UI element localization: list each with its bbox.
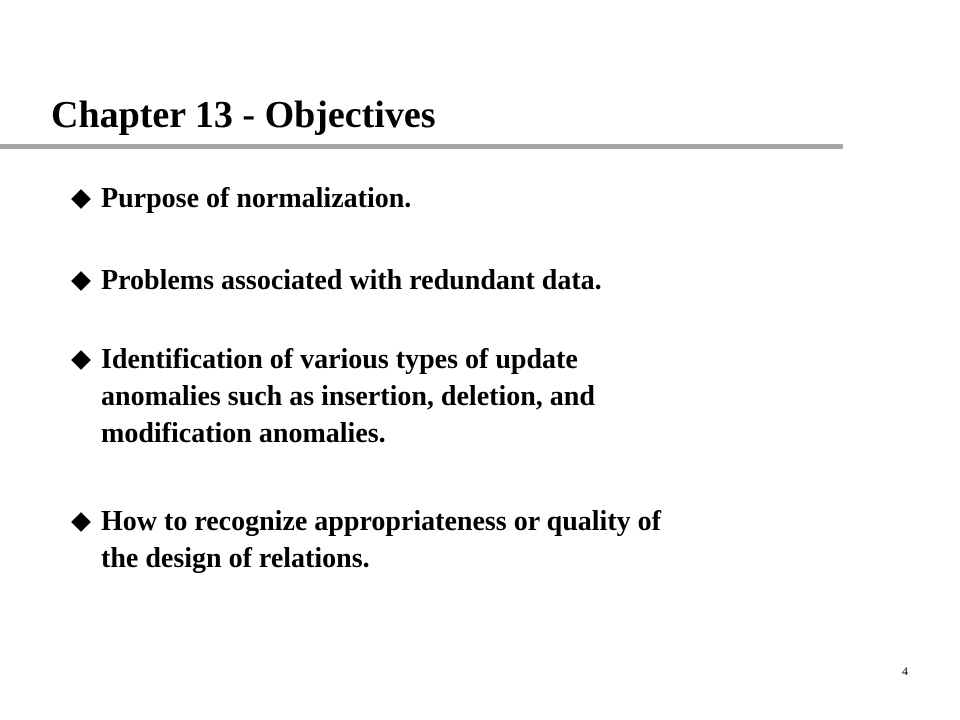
bullet-text: Purpose of normalization. xyxy=(101,183,412,214)
diamond-bullet-icon xyxy=(71,189,91,209)
title-divider xyxy=(0,144,843,149)
list-item xyxy=(74,262,924,299)
diamond-bullet-icon xyxy=(71,350,91,370)
list-item xyxy=(74,341,924,452)
bullet-text: Identification of various types of update anomalies such as insertion, deletion, and modification anomalies. xyxy=(101,344,595,449)
list-item xyxy=(74,180,924,217)
bullet-text: Problems associated with redundant data. xyxy=(101,265,602,296)
diamond-bullet-icon xyxy=(71,512,91,532)
list-item xyxy=(74,503,924,577)
bullet-text: How to recognize appropriateness or quality of the design of relations. xyxy=(101,506,661,574)
diamond-bullet-icon xyxy=(71,271,91,291)
slide-title: Chapter 13 - Objectives xyxy=(51,94,436,136)
page-number: 4 xyxy=(902,664,908,678)
